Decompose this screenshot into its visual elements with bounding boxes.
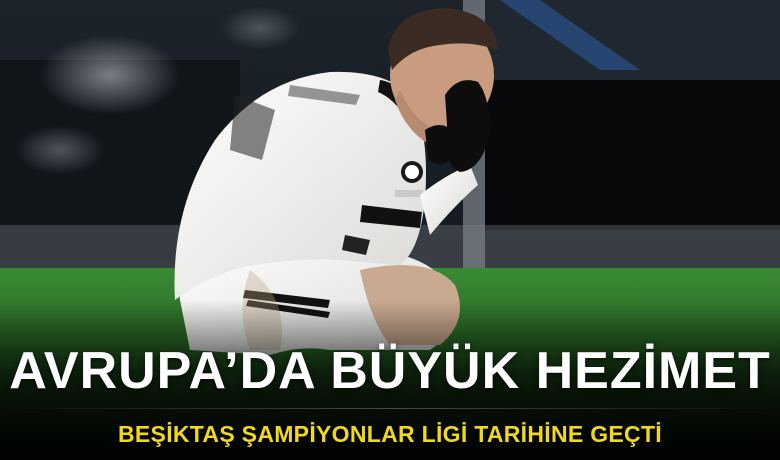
subheadline: BEŞİKTAŞ ŞAMPİYONLAR LİGİ TARİHİNE GEÇTİ: [118, 421, 662, 447]
divider: [0, 408, 780, 409]
headline: AVRUPA’DA BÜYÜK HEZİMET: [9, 342, 771, 400]
